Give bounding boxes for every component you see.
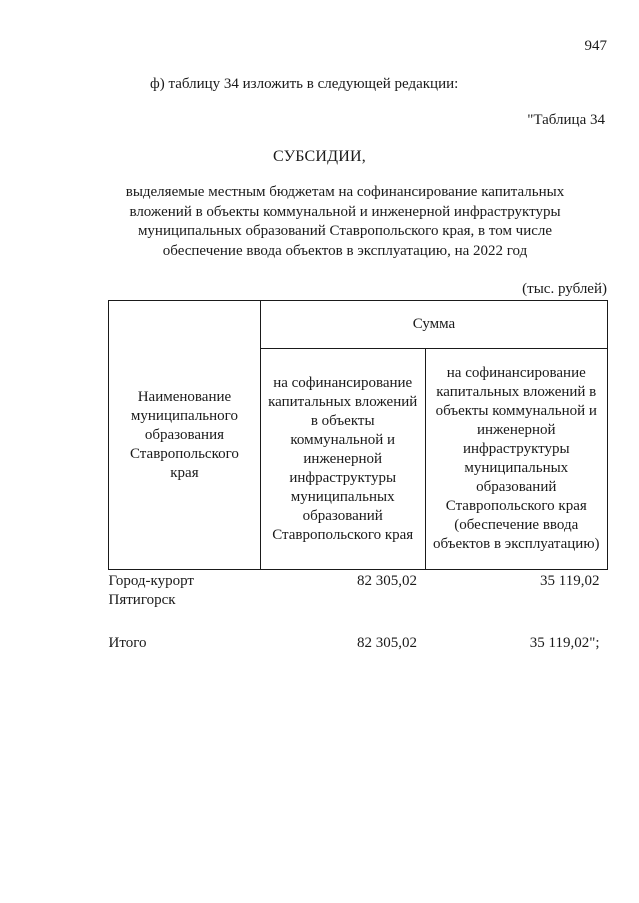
header-line: объекты коммунальной и [435,403,597,419]
table-row [109,570,608,611]
row-name-line: Пятигорск [108,592,176,608]
header-line: инженерной [303,450,383,467]
row-name-line: Город-курорт [108,573,194,589]
table-header-row [109,301,608,349]
header-line: Ставропольского края [272,526,414,543]
header-line: инженерной [476,422,556,438]
header-line: муниципальных [464,460,569,476]
subtitle-line: выделяемые местным бюджетам на софинансирование капитальных [125,184,565,200]
header-line: (обеспечение ввода [454,517,579,533]
intro-text: ф) таблицу 34 изложить в следующей редакции: [150,76,459,92]
header-cofinancing-commissioning [425,349,607,570]
total-row [109,632,608,653]
header-line: инфраструктуры [462,441,570,457]
total-value-cofinancing: 82 305,02 [357,635,418,651]
header-line: Ставропольского [129,445,239,462]
header-line: объектов в эксплуатацию) [433,536,600,552]
header-line: на софинансирование [446,365,586,381]
table-caption: "Таблица 34 [527,112,605,128]
header-sum: Сумма [260,301,607,349]
header-line: капитальных вложений [268,393,418,410]
units-label: (тыс. рублей) [522,281,607,297]
header-line: капитальных вложений в [436,384,597,400]
header-line: муниципального [130,407,238,424]
header-line: инфраструктуры [289,469,397,486]
total-value-commissioning: 35 119,02"; [529,635,600,651]
document-subtitle [110,183,580,261]
page-number: 947 [584,38,607,54]
header-line: Наименование [137,388,232,405]
subsidy-table [108,300,608,653]
table-spacer [109,610,608,632]
header-line: образований [476,479,557,495]
header-line: в объекты [310,412,375,429]
header-line: образований [302,507,383,524]
spacer-cell [109,610,261,632]
header-line: на софинансирование [273,374,413,391]
spacer-cell [260,610,425,632]
header-line: муниципальных [290,488,395,505]
total-label: Итого [108,635,147,651]
subtitle-line: муниципальных образований Ставропольского края, в том числе [137,223,553,239]
header-line: Ставропольского края [445,498,587,514]
document-title: СУБСИДИИ, [273,148,366,165]
row-value-commissioning: 35 119,02 [540,573,600,589]
row-municipality-name [109,570,261,611]
header-municipality [109,301,261,570]
header-line: края [170,464,199,481]
row-value-cofinancing: 82 305,02 [357,573,418,589]
header-line: коммунальной и [290,431,396,448]
header-line: образования [144,426,224,443]
subtitle-line: вложений в объекты коммунальной и инженерной инфраструктуры [129,203,561,220]
spacer-cell [425,610,607,632]
subtitle-line: обеспечение ввода объектов в эксплуатацию, на 2022 год [162,242,528,259]
header-cofinancing [260,349,425,570]
